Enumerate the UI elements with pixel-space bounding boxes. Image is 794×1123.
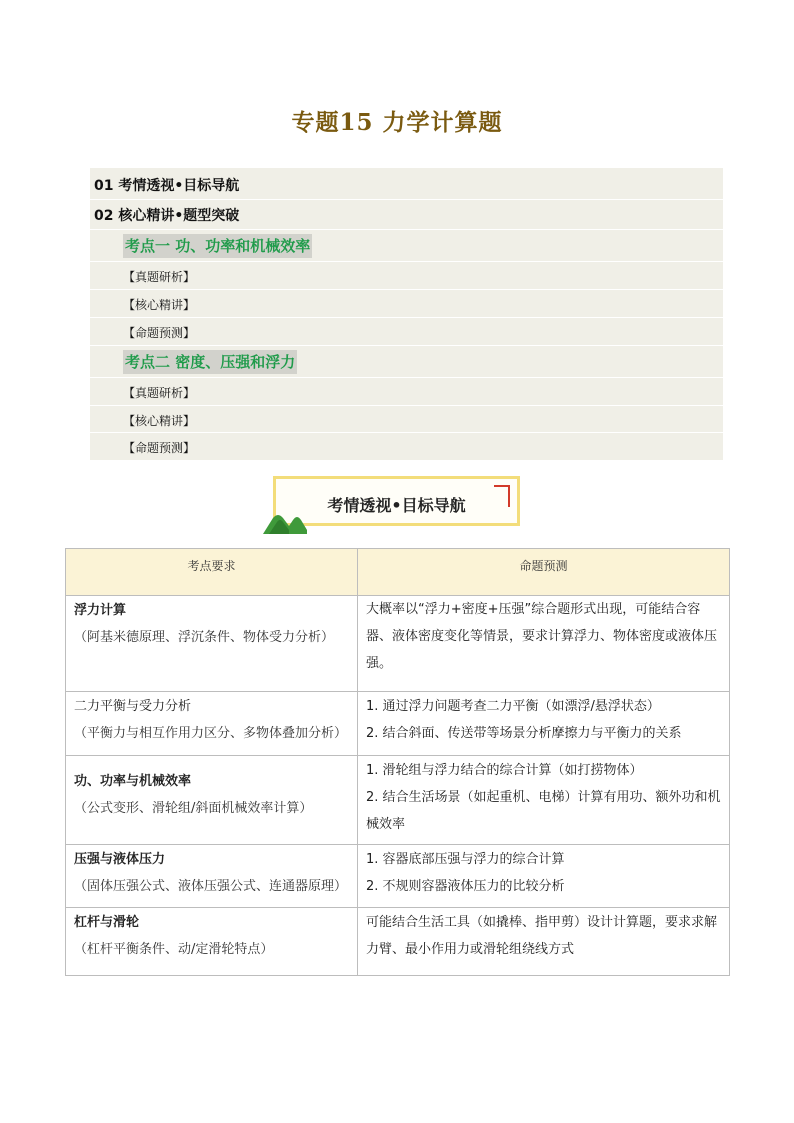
toc-item-sub[interactable] bbox=[90, 262, 723, 290]
table-row bbox=[66, 908, 730, 976]
toc-sub-label: 【真题研析】 bbox=[123, 386, 196, 400]
table-of-contents bbox=[90, 168, 723, 460]
prediction-text: 2. 结合生活场景（如起重机、电梯）计算有用功、额外功和机械效率 bbox=[366, 790, 721, 832]
table-row bbox=[66, 756, 730, 845]
prediction-text: 可能结合生活工具（如撬棒、指甲剪）设计计算题，要求求解力臂、最小作用力或滑轮组绕线方式 bbox=[366, 915, 718, 957]
key-point-detail: （公式变形、滑轮组/斜面机械效率计算） bbox=[74, 801, 313, 816]
key-point-detail: （阿基米德原理、浮沉条件、物体受力分析） bbox=[74, 630, 335, 645]
prediction-text: 大概率以“浮力+密度+压强”综合题形式出现，可能结合容器、液体密度变化等情景，要求计算浮力、物体密度或液体压强。 bbox=[366, 602, 718, 671]
prediction-text: 1. 滑轮组与浮力结合的综合计算（如打捞物体） bbox=[366, 763, 643, 778]
page-title: 专题15 力学计算题 bbox=[291, 109, 503, 136]
key-point-detail: （杠杆平衡条件、动/定滑轮特点） bbox=[74, 942, 274, 957]
key-point-detail: （平衡力与相互作用力区分、多物体叠加分析） bbox=[74, 726, 348, 741]
toc-item-overview[interactable] bbox=[90, 170, 723, 200]
section-banner bbox=[273, 476, 520, 526]
key-point-title: 功、功率与机械效率 bbox=[74, 774, 192, 789]
banner-title: 考情透视•目标导航 bbox=[327, 496, 466, 515]
toc-sub-label: 【核心精讲】 bbox=[123, 298, 196, 312]
prediction-text: 1. 容器底部压强与浮力的综合计算 bbox=[366, 852, 565, 867]
table-header: 考点要求 bbox=[66, 549, 358, 596]
key-point-title: 浮力计算 bbox=[74, 603, 127, 618]
toc-sub-label: 【命题预测】 bbox=[123, 326, 196, 340]
toc-item-sub[interactable] bbox=[90, 406, 723, 433]
table-header: 命题预测 bbox=[358, 549, 730, 596]
toc-item-sub[interactable] bbox=[90, 378, 723, 406]
toc-item-label: 02 核心精讲•题型突破 bbox=[94, 208, 240, 224]
key-point-title: 二力平衡与受力分析 bbox=[74, 699, 192, 714]
table-row bbox=[66, 596, 730, 692]
prediction-text: 2. 结合斜面、传送带等场景分析摩擦力与平衡力的关系 bbox=[366, 726, 682, 741]
key-point-detail: （固体压强公式、液体压强公式、连通器原理） bbox=[74, 879, 348, 894]
toc-item-core[interactable] bbox=[90, 200, 723, 230]
banner-corner-mark bbox=[508, 485, 510, 507]
toc-sub-label: 【命题预测】 bbox=[123, 441, 196, 455]
key-point-title: 杠杆与滑轮 bbox=[74, 915, 140, 930]
toc-item-point-1[interactable] bbox=[90, 230, 723, 262]
toc-item-label: 01 考情透视•目标导航 bbox=[94, 178, 240, 194]
key-point-title: 压强与液体压力 bbox=[74, 852, 166, 867]
toc-point-label: 考点二 密度、压强和浮力 bbox=[123, 350, 297, 374]
toc-item-sub[interactable] bbox=[90, 433, 723, 460]
mountain-icon bbox=[263, 508, 307, 534]
toc-item-sub[interactable] bbox=[90, 318, 723, 346]
toc-point-label: 考点一 功、功率和机械效率 bbox=[123, 234, 312, 258]
exam-analysis-table bbox=[65, 548, 730, 976]
prediction-text: 1. 通过浮力问题考查二力平衡（如漂浮/悬浮状态） bbox=[366, 699, 660, 714]
prediction-text: 2. 不规则容器液体压力的比较分析 bbox=[366, 879, 565, 894]
toc-sub-label: 【核心精讲】 bbox=[123, 414, 196, 428]
table-row bbox=[66, 845, 730, 908]
table-row bbox=[66, 692, 730, 756]
toc-item-sub[interactable] bbox=[90, 290, 723, 318]
toc-sub-label: 【真题研析】 bbox=[123, 270, 196, 284]
toc-item-point-2[interactable] bbox=[90, 346, 723, 378]
